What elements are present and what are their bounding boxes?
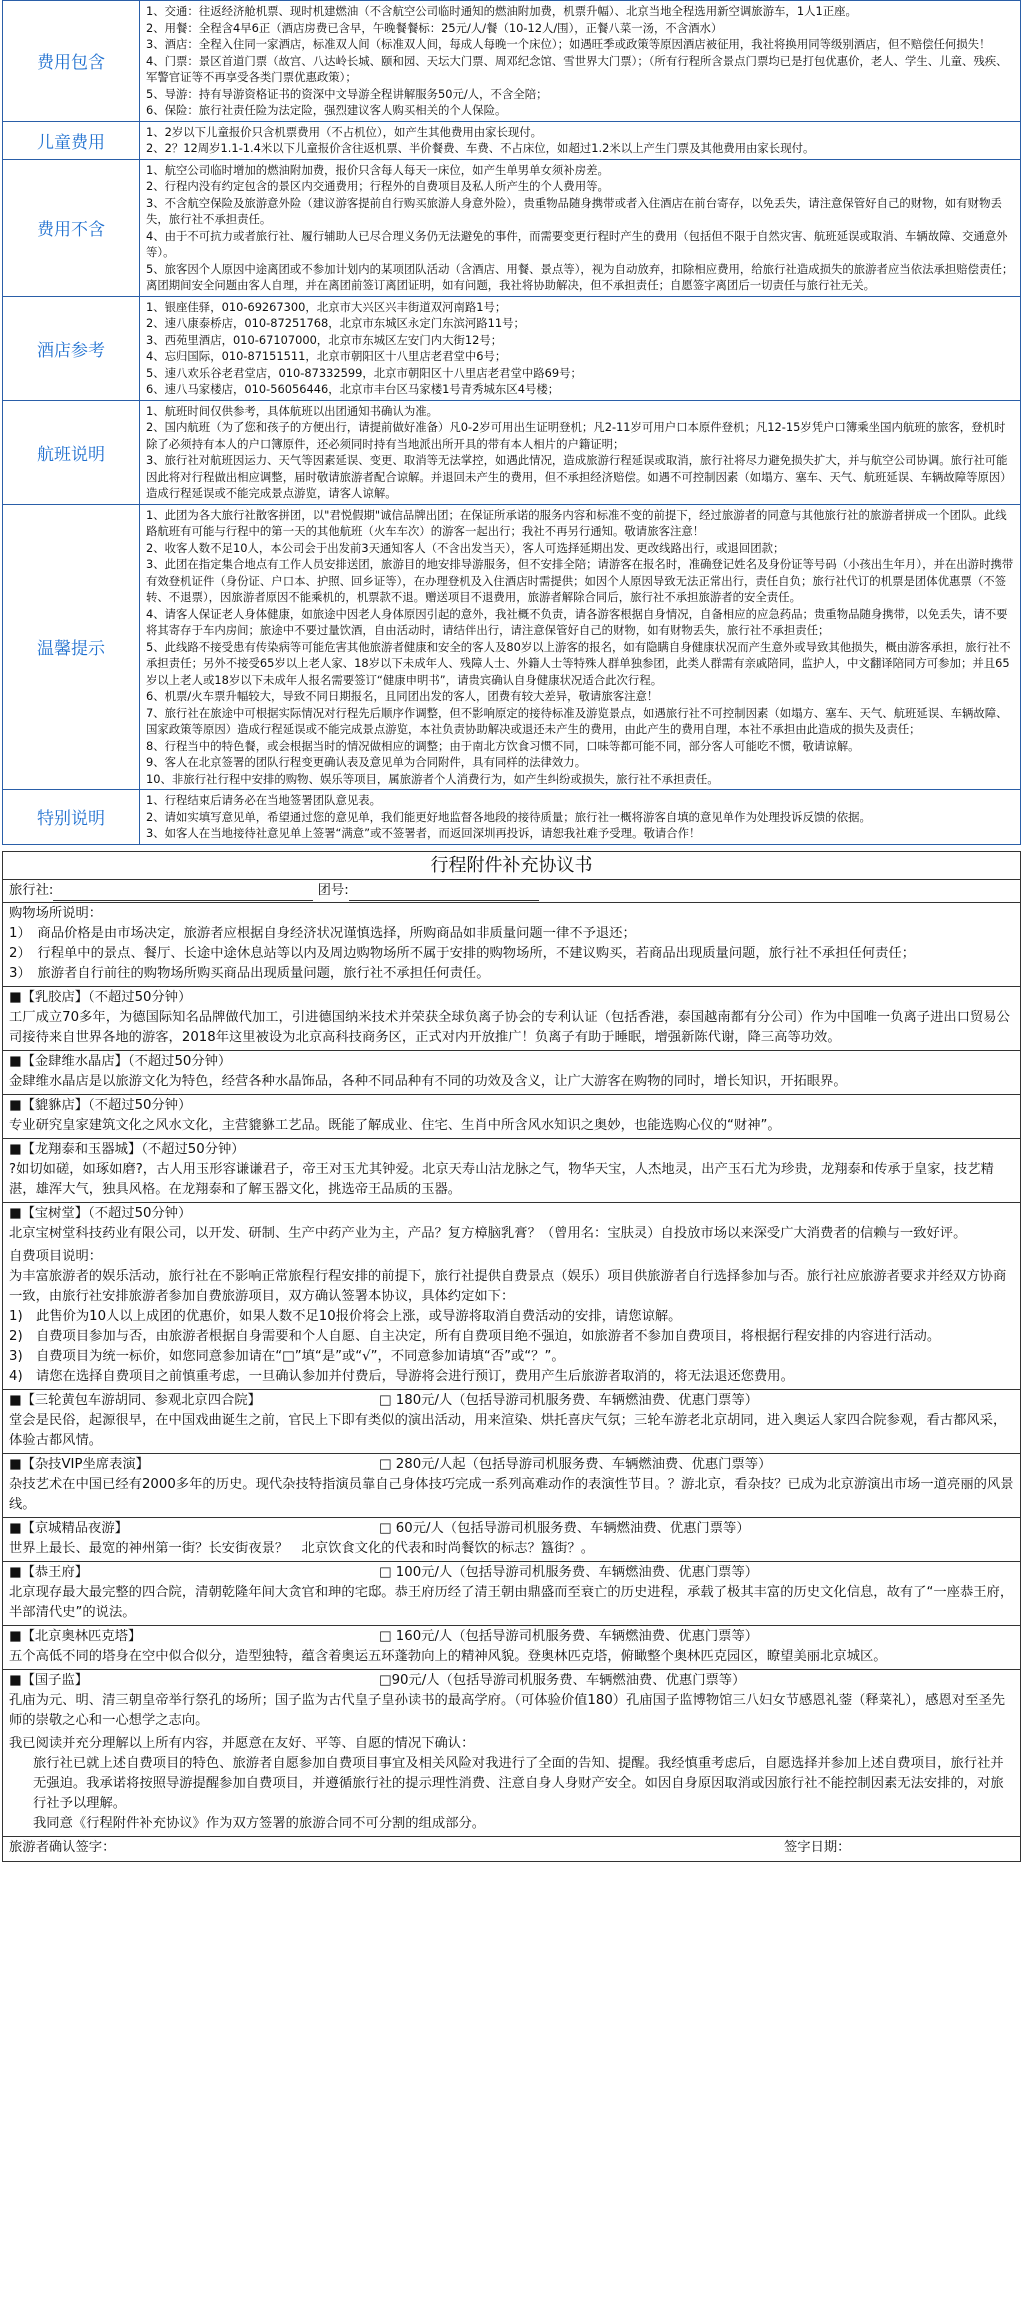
terms-line: 4、由于不可抗力或者旅行社、履行辅助人已尽合理义务仍无法避免的事件，而需要变更行程时产生的费用（包括但不限于自然灾害、航班延误或取消、车辆故障、交通意外等）。 bbox=[146, 228, 1008, 259]
terms-line: 4、门票：景区首道门票（故宫、八达岭长城、颐和园、天坛大门票、周邓纪念馆、雪世界大门票）；（所有行程所含景点门票均已是打包优惠价，老人、学生、儿童、残疾、军警官证等不再享受各类门票优惠政策）； bbox=[146, 53, 1008, 84]
shop-name: ■【龙翔泰和玉器城】（不超过50分钟） bbox=[9, 1141, 245, 1157]
optional-item-name: ■【京城精品夜游】 bbox=[9, 1520, 128, 1536]
confirm-paragraph-2: 我同意《行程附件补充协议》作为双方签署的旅游合同不可分割的组成部分。 bbox=[33, 1815, 486, 1831]
terms-line: 8、行程当中的特色餐，或会根据当时的情况做相应的调整；由于南北方饮食习惯不同，口味等都可能不同，部分客人可能吃不惯，敬请谅解。 bbox=[146, 738, 860, 753]
optional-item-desc: 北京现存最大最完整的四合院，清朝乾隆年间大贪官和珅的宅邸。恭王府历经了清王朝由鼎盛而至衰亡的历史进程，承载了极其丰富的历史文化信息，故有了“一座恭王府，半部清代史”的说法。 bbox=[9, 1584, 1014, 1620]
terms-category: 航班说明 bbox=[3, 400, 140, 504]
shopping-section bbox=[3, 903, 1020, 987]
terms-line: 2、收客人数不足10人，本公司会于出发前3天通知客人（不含出发当天），客人可选择延期出发、更改线路出行，或退回团款； bbox=[146, 540, 785, 555]
terms-line: 4、忘归国际，010-87151511，北京市朝阳区十八里店老君堂中6号； bbox=[146, 349, 507, 363]
terms-line: 5、此线路不接受患有传染病等可能危害其他旅游者健康和安全的客人及80岁以上游客的报名，如有隐瞒自身健康状况而产生意外或导致其他损失，概由游客承担，旅行社不承担责任；另外不接受65岁以上老人家、18岁以下未成年人、残障人士、外籍人士等特殊人群单独参团，此类人群需有亲戚陪同，监护人，中文翻译陪同方可参加；并且65岁以上老人或18岁以下未成年人报名需要签订“健康申明书”，请贵宾确认自身健康状况适合此次行程。 bbox=[146, 639, 1011, 687]
terms-table bbox=[2, 0, 1021, 845]
shop-desc: 工厂成立70多年，为德国际知名品牌做代加工，引进德国纳米技术并荣获全球负离子协会的专利认证（包括香港，泰国越南都有分公司）作为中国唯一负离子进出口贸易公司接待来自世界各地的游客，2018年这里被设为北京高科技商务区，正式对内开放推广！负离子有助于睡眠，增强新陈代谢，降三高等功效。 bbox=[9, 1009, 1010, 1045]
optional-note: 2) 自费项目参加与否，由旅游者根据自身需要和个人自愿、自主决定，所有自费项目绝不强迫，如旅游者不参加自费项目，将根据行程安排的内容进行活动。 bbox=[9, 1328, 941, 1344]
optional-item-desc: 杂技艺术在中国已经有2000多年的历史。现代杂技特指演员靠自己身体技巧完成一系列高难动作的表演性节目。？游北京，看杂技？已成为北京游演出市场一道亮丽的风景线。 bbox=[9, 1476, 1014, 1512]
optional-item-header bbox=[9, 1519, 1014, 1539]
optional-item-header bbox=[9, 1627, 1014, 1647]
optional-item-price[interactable]: □90元/人（包括导游司机服务费、车辆燃油费、优惠门票等） bbox=[379, 1672, 746, 1688]
optional-item-name: ■【北京奥林匹克塔】 bbox=[9, 1628, 142, 1644]
terms-content bbox=[140, 504, 1021, 790]
terms-category: 酒店参考 bbox=[3, 296, 140, 400]
shop-name: ■【乳胶店】（不超过50分钟） bbox=[9, 989, 192, 1005]
shop-name: ■【宝树堂】（不超过50分钟） bbox=[9, 1205, 192, 1221]
terms-line: 1、航空公司临时增加的燃油附加费，报价只含每人每天一床位，如产生单男单女须补房差。 bbox=[146, 162, 609, 177]
shop-section bbox=[3, 987, 1020, 1051]
shop-name: ■【金肆维水晶店】（不超过50分钟） bbox=[9, 1053, 232, 1069]
terms-row bbox=[3, 296, 1021, 400]
shop-section bbox=[3, 1139, 1020, 1203]
optional-item-desc: 堂会是民俗，起源很早，在中国戏曲诞生之前，官民上下即有类似的演出活动，用来渲染、烘托喜庆气氛；三轮车游老北京胡同，进入奥运人家四合院参观，看古都风采，体验古都风情。 bbox=[9, 1412, 1007, 1448]
terms-line: 6、机票/火车票升幅较大，导致不同日期报名，且同团出发的客人，团费有较大差异，敬请旅客注意！ bbox=[146, 689, 659, 703]
signature-row bbox=[3, 1837, 1020, 1861]
shopping-note: 1） 商品价格是由市场决定，旅游者应根据自身经济状况谨慎选择，所购商品如非质量问题一律不予退还； bbox=[9, 925, 636, 941]
terms-line: 2、2？12周岁1.1-1.4米以下儿童报价含往返机票、半价餐费、车费、不占床位，如超过1.2米以上产生门票及其他费用由家长现付。 bbox=[146, 141, 815, 155]
optional-item-price[interactable]: □ 280元/人起（包括导游司机服务费、车辆燃油费、优惠门票等） bbox=[379, 1456, 772, 1472]
optional-item-price[interactable]: □ 60元/人（包括导游司机服务费、车辆燃油费、优惠门票等） bbox=[379, 1520, 750, 1536]
terms-category: 费用包含 bbox=[3, 1, 140, 122]
terms-category: 儿童费用 bbox=[3, 121, 140, 159]
optional-item bbox=[3, 1626, 1020, 1670]
optional-item-desc: 五个高低不同的塔身在空中似合似分，造型独特，蕴含着奥运五环蓬勃向上的精神风貌。登奥林匹克塔，俯瞰整个奥林匹克园区，瞭望美丽北京城区。 bbox=[9, 1648, 887, 1664]
optional-note: 1) 此售价为10人以上成团的优惠价，如果人数不足10报价将会上涨，或导游将取消自费活动的安排，请您谅解。 bbox=[9, 1308, 682, 1324]
optional-title: 自费项目说明： bbox=[9, 1248, 103, 1264]
date-label: 签字日期： bbox=[784, 1839, 851, 1855]
terms-line: 7、旅行社在旅途中可根据实际情况对行程先后顺序作调整，但不影响原定的接待标准及游览景点，如遇旅行社不可控制因素（如塌方、塞车、天气、航班延误、车辆故障、国家政策等原因）造成行程延误或不能完成景点游览，本社负责协助解决或退还未产生的费用，由此产生的费用自理，本社不承担由此造成的损失及责任； bbox=[146, 705, 1008, 736]
optional-note: 3) 自费项目为统一标价，如您同意参加请在“□”填“是”或“√”，不同意参加请填“否”或“？”。 bbox=[9, 1348, 565, 1364]
shopping-note: 3） 旅游者自行前往的购物场所购买商品出现质量问题，旅行社不承担任何责任。 bbox=[9, 965, 490, 981]
shop-name: ■【貔貅店】（不超过50分钟） bbox=[9, 1097, 192, 1113]
shopping-note: 2） 行程单中的景点、餐厅、长途中途休息站等以内及周边购物场所不属于安排的购物场所，不建议购买，若商品出现质量问题，旅行社不承担任何责任； bbox=[9, 945, 915, 961]
shop-section bbox=[3, 1203, 1020, 1246]
terms-line: 4、请客人保证老人身体健康，如旅途中因老人身体原因引起的意外，我社概不负责，请各游客根据自身情况，自备相应的应急药品；贵重物品随身携带，以免丢失，请不要将其寄存于车内房间；旅途中不要过量饮酒，自由活动时，请结伴出行，请注意保管好自己的财物，如有财物丢失，旅行社不承担责任； bbox=[146, 606, 1008, 637]
terms-line: 3、酒店：全程入住同一家酒店，标准双人间（标准双人间，每成人每晚一个床位）；如遇旺季或政策等原因酒店被征用，我社将换用同等级别酒店，但不赔偿任何损失！ bbox=[146, 37, 991, 51]
terms-category: 温馨提示 bbox=[3, 504, 140, 790]
shop-desc: 专业研究皇家建筑文化之风水文化，主营貔貅工艺品。既能了解成业、住宅、生肖中所含风水知识之奥妙，也能选购心仪的“财神”。 bbox=[9, 1117, 781, 1133]
shop-section bbox=[3, 1095, 1020, 1139]
terms-line: 3、如客人在当地接待社意见单上签署“满意”或不签署者，而返回深圳再投诉，请恕我社难予受理。敬请合作！ bbox=[146, 826, 701, 840]
terms-line: 2、用餐：全程含4早6正（酒店房费已含早，午晚餐餐标：25元/人/餐（10-12人/围），正餐八菜一汤，不含酒水） bbox=[146, 20, 723, 35]
terms-category: 费用不含 bbox=[3, 159, 140, 296]
optional-section bbox=[3, 1246, 1020, 1390]
terms-line: 3、此团在指定集合地点有工作人员安排送团，旅游目的地安排导游服务，但不安排全陪；请游客在报名时，准确登记姓名及身份证等号码（小孩出生年月），并在出游时携带有效登机证件（身份证、户口本、护照、回乡证等），在办理登机及入住酒店时需提供；如因个人原因导致无法正常出行，责任自负；旅行社代订的机票是团体优惠票（不签转、不退票），因旅游者原因不能乘机的，机票款不退。赠送项目不退费用，旅游者解除合同后，旅行社不承担旅游者的安全责任。 bbox=[146, 557, 1014, 604]
optional-intro: 为丰富旅游者的娱乐活动，旅行社在不影响正常旅程行程安排的前提下，旅行社提供自费景点（娱乐）项目供旅游者自行选择参加与否。旅行社应旅游者要求并经双方协商一致，由旅行社安排旅游者参加自费旅游项目，双方确认签署本协议，具体约定如下： bbox=[9, 1268, 1007, 1304]
terms-line: 1、行程结束后请务必在当地签署团队意见表。 bbox=[146, 793, 382, 807]
confirm-section bbox=[3, 1733, 1020, 1837]
agency-label: 旅行社: bbox=[9, 882, 54, 898]
agency-field[interactable] bbox=[53, 886, 313, 901]
optional-item bbox=[3, 1562, 1020, 1626]
supplementary-agreement bbox=[2, 851, 1021, 1862]
optional-item-header bbox=[9, 1391, 1014, 1411]
terms-line: 3、不含航空保险及旅游意外险（建议游客提前自行购买旅游人身意外险），贵重物品随身携带或者入住酒店在前台寄存，以免丢失，请注意保管好自己的财物，如有财物丢失，旅行社不承担责任。 bbox=[146, 195, 1002, 226]
terms-content bbox=[140, 1, 1021, 122]
shopping-title: 购物场所说明： bbox=[9, 905, 103, 921]
optional-item bbox=[3, 1670, 1020, 1733]
shop-desc: 金肆维水晶店是以旅游文化为特色，经营各种水晶饰品，各种不同品种有不同的功效及含义，让广大游客在购物的同时，增长知识，开拓眼界。 bbox=[9, 1073, 847, 1089]
optional-item-price[interactable]: □ 100元/人（包括导游司机服务费、车辆燃油费、优惠门票等） bbox=[379, 1564, 759, 1580]
group-field[interactable] bbox=[349, 886, 539, 901]
optional-item-price[interactable]: □ 160元/人（包括导游司机服务费、车辆燃油费、优惠门票等） bbox=[379, 1628, 759, 1644]
terms-line: 1、航班时间仅供参考，具体航班以出团通知书确认为准。 bbox=[146, 403, 439, 418]
terms-row bbox=[3, 159, 1021, 296]
terms-line: 5、旅客因个人原因中途离团或不参加计划内的某项团队活动（含酒店、用餐、景点等），视为自动放弃，扣除相应费用，给旅行社造成损失的旅游者应当依法承担赔偿责任；离团期间安全问题由客人自理，并在离团前签订离团证明，如有问题，我社将协助解决，但不承担责任；自愿签字离团后一切责任与旅行社无关。 bbox=[146, 261, 1014, 292]
optional-item-name: ■【杂技VIP坐席表演】 bbox=[9, 1456, 149, 1472]
confirm-paragraph: 旅行社已就上述自费项目的特色、旅游者自愿参加自费项目事宜及相关风险对我进行了全面的告知、提醒。我经慎重考虑后，自愿选择并参加上述自费项目，旅行社并无强迫。我承诺将按照导游提醒参加自费项目，并遵循旅行社的提示理性消费、注意自身人身财产安全。如因自身原因取消或因旅行社不能控制因素无法安排的，对旅行社予以理解。 bbox=[33, 1755, 1004, 1811]
sign-label: 旅游者确认签字： bbox=[9, 1839, 116, 1855]
shop-section bbox=[3, 1051, 1020, 1095]
optional-item-name: ■【恭王府】 bbox=[9, 1564, 89, 1580]
agreement-title: 行程附件补充协议书 bbox=[3, 852, 1020, 880]
terms-content bbox=[140, 400, 1021, 504]
agreement-meta bbox=[3, 880, 1020, 903]
optional-item-desc: 世界上最长、最宽的神州第一街？长安街夜景？ 北京饮食文化的代表和时尚餐饮的标志？簋街？。 bbox=[9, 1540, 595, 1556]
terms-line: 1、2岁以下儿童报价只含机票费用（不占机位），如产生其他费用由家长现付。 bbox=[146, 124, 543, 139]
terms-line: 1、交通：往返经济舱机票、现时机建燃油（不含航空公司临时通知的燃油附加费，机票升幅）、北京当地全程选用新空调旅游车，1人1正座。 bbox=[146, 4, 857, 18]
terms-row bbox=[3, 121, 1021, 159]
terms-line: 2、行程内没有约定包含的景区内交通费用；行程外的自费项目及私人所产生的个人费用等。 bbox=[146, 179, 609, 193]
terms-line: 6、速八马家楼店，010-56056446，北京市丰台区马家楼1号青秀城东区4号楼； bbox=[146, 382, 560, 396]
terms-line: 2、速八康泰桥店，010-87251768，北京市东城区永定门东滨河路11号； bbox=[146, 316, 525, 330]
confirm-title: 我已阅读并充分理解以上所有内容，并愿意在友好、平等、自愿的情况下确认： bbox=[9, 1735, 475, 1751]
terms-line: 10、非旅行社行程中安排的购物、娱乐等项目，属旅游者个人消费行为，如产生纠纷或损失，旅行社不承担责任。 bbox=[146, 771, 719, 786]
terms-line: 3、西苑里酒店，010-67107000，北京市东城区左安门内大街12号； bbox=[146, 332, 503, 347]
terms-line: 5、速八欢乐谷老君堂店，010-87332599，北京市朝阳区十八里店老君堂中路69号； bbox=[146, 365, 582, 380]
optional-item bbox=[3, 1454, 1020, 1518]
terms-content bbox=[140, 296, 1021, 400]
terms-line: 2、请如实填写意见单，希望通过您的意见单，我们能更好地监督各地段的接待质量；旅行社一概将游客自填的意见单作为处理投诉反馈的依据。 bbox=[146, 809, 871, 824]
terms-line: 1、银座佳驿，010-69267300，北京市大兴区兴丰街道双河南路1号； bbox=[146, 299, 507, 314]
optional-item-name: ■【三轮黄包车游胡同、参观北京四合院】 bbox=[9, 1392, 261, 1408]
terms-row bbox=[3, 1, 1021, 122]
optional-item-header bbox=[9, 1563, 1014, 1583]
terms-content bbox=[140, 159, 1021, 296]
terms-line: 9、客人在北京签署的团队行程变更确认表及意见单为合同附件，具有同样的法律效力。 bbox=[146, 755, 587, 769]
optional-item bbox=[3, 1390, 1020, 1454]
optional-item-header bbox=[9, 1671, 1014, 1691]
terms-row bbox=[3, 504, 1021, 790]
terms-content bbox=[140, 790, 1021, 845]
group-label: 团号: bbox=[317, 882, 349, 898]
terms-content bbox=[140, 121, 1021, 159]
terms-line: 1、此团为各大旅行社散客拼团，以"君悦假期"诚信品牌出团；在保证所承诺的服务内容和标准不变的前提下，经过旅游者的同意与其他旅行社的旅游者拼成一个团队。此线路航班有可能与行程中的第一天的其他航班（火车车次）的游客一起出行；我社不再另行通知。敬请旅客注意！ bbox=[146, 507, 1007, 538]
terms-category: 特别说明 bbox=[3, 790, 140, 845]
optional-item-header bbox=[9, 1455, 1014, 1475]
shop-desc: ?如切如磋，如琢如磨?，古人用玉形容谦谦君子，帝王对玉尤其钟爱。北京天寿山沽龙脉之气，物华天宝，人杰地灵，出产玉石尤为珍贵，龙翔泰和传承于皇家，技艺精湛，雄浑大气，独具风格。在龙翔泰和了解玉器文化，挑选帝王品质的玉器。 bbox=[9, 1161, 994, 1197]
terms-line: 6、保险：旅行社责任险为法定险，强烈建议客人购买相关的个人保险。 bbox=[146, 103, 507, 117]
terms-line: 5、导游：持有导游资格证书的资深中文导游全程讲解服务50元/人，不含全陪； bbox=[146, 86, 548, 101]
terms-row bbox=[3, 790, 1021, 845]
optional-item-desc: 孔庙为元、明、清三朝皇帝举行祭孔的场所；国子监为古代皇子皇孙读书的最高学府。（可体验价值180）孔庙国子监博物馆三八妇女节感恩礼蓥（释菜礼），感恩对至圣先师的崇敬之心和一心想学之志向。 bbox=[9, 1692, 1006, 1728]
page bbox=[2, 0, 1021, 1862]
optional-note: 4) 请您在选择自费项目之前慎重考虑，一旦确认参加并付费后，导游将会进行预订，费用产生后旅游者取消的，将无法退还您费用。 bbox=[9, 1368, 794, 1384]
shop-desc: 北京宝树堂科技药业有限公司，以开发、研制、生产中药产业为主，产品？复方樟脑乳膏？（曾用名：宝肤灵）自投放市场以来深受广大消费者的信赖与一致好评。 bbox=[9, 1225, 967, 1241]
terms-row bbox=[3, 400, 1021, 504]
optional-item-name: ■【国子监】 bbox=[9, 1672, 89, 1688]
terms-line: 3、旅行社对航班因运力、天气等因素延误、变更、取消等无法掌控，如遇此情况，造成旅游行程延误或取消，旅行社将尽力避免损失扩大，并与航空公司协调。旅行社可能因此将对行程做出相应调整，届时敬请旅游者配合谅解。并退回未产生的费用，但不承担经济赔偿。如遇不可控制因素（如塌方、塞车、天气、航班延误、车辆故障等原因）造成行程延误或不能完成景点游览，请客人谅解。 bbox=[146, 453, 1012, 500]
optional-item-price[interactable]: □ 180元/人（包括导游司机服务费、车辆燃油费、优惠门票等） bbox=[379, 1392, 759, 1408]
optional-item bbox=[3, 1518, 1020, 1562]
terms-line: 2、国内航班（为了您和孩子的方便出行，请提前做好准备）凡0-2岁可用出生证明登机；凡2-11岁可用户口本原件登机；凡12-15岁凭户口簿乘坐国内航班的旅客，登机时除了必须持有本人的户口簿原件，还必须同时持有当地派出所开具的带有本人相片的户籍证明； bbox=[146, 420, 1006, 451]
